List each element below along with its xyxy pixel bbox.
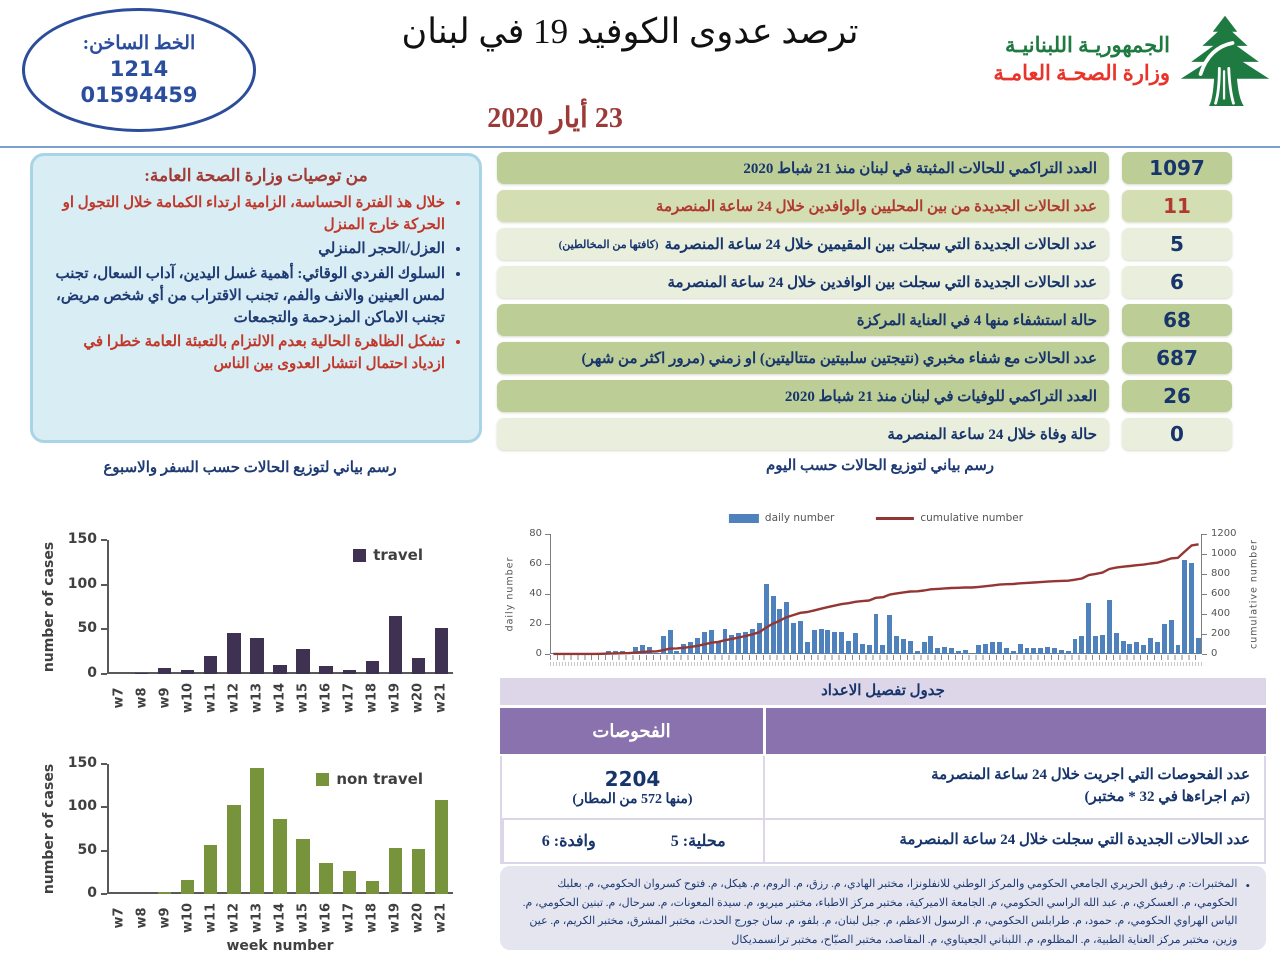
- y-tick: [101, 893, 107, 895]
- stat-label: عدد الحالات الجديدة التي سجلت بين الوافدين خلال 24 ساعة المنصرمة: [497, 266, 1109, 298]
- labs-footnote-text: المختبرات: م. رفيق الحريري الجامعي الحكومي والمركز الوطني للانفلونزا، مختبر الهادي، م. رزق، م. الروم، م. هيكل، م. فتوح كسروان الحكومي، م. بعلبك الحكومي، م. العسكري، م. عبد الله الراسي الحكومي، م. الجامعة الاميركية، مختبر مركز الاطباء، مختبر ميريو، م. سيدة المعونات، م. سرحال، م. تبنين الحكومي، م. الياس الهراوي الحكومي، م. حمود، م. طرابلس الحكومي، م. الرسول الاعظم، م. جبل لبنان، م. بلفو، م. سان جورج الحدث، مختبر المشرق، مختبر الكريم، م. عين وزين، مختبر مركز العناية الطبية، م. المظلوم، م. اللبناني الجعيتاوي، م. المقاصد، مختبر الصبّاح، مختبر ترانسمديكال: [522, 878, 1238, 947]
- bar: [412, 849, 425, 894]
- new-cases-value-cell: [502, 820, 765, 862]
- y-tick: [101, 763, 107, 765]
- cumulative-line: [550, 534, 1202, 654]
- local-cases-value: محلية: 5: [670, 833, 726, 850]
- bar: [158, 892, 171, 894]
- bar: [319, 666, 332, 674]
- header-divider: [0, 146, 1280, 148]
- stat-label-text: عدد الحالات الجديدة التي سجلت بين المقيمين خلال 24 ساعة المنصرمة: [664, 236, 1097, 253]
- x-tick-label: w18: [364, 902, 380, 934]
- y-tick-label: 0: [87, 665, 97, 681]
- x-tick-label: w8: [134, 687, 150, 709]
- bar: [273, 665, 286, 674]
- x-tick-label: w16: [318, 682, 334, 714]
- bar: [389, 616, 402, 674]
- stat-label: [497, 228, 1109, 260]
- bar: [366, 661, 379, 674]
- y-tick-label-right: 800: [1211, 568, 1231, 579]
- stat-value: 0: [1122, 418, 1232, 450]
- stat-value: 26: [1122, 380, 1232, 412]
- bar: [181, 880, 194, 894]
- new-cases-label-cell: عدد الحالات الجديدة التي سجلت خلال 24 ساعة المنصرمة: [899, 832, 1250, 849]
- y-tick-label: 100: [67, 798, 97, 815]
- table-row: [497, 190, 1232, 222]
- y-tick-label-right: 400: [1211, 608, 1231, 619]
- table-row: [502, 820, 1264, 862]
- recommendations-list: [45, 192, 467, 376]
- y-tick-label: 100: [67, 575, 97, 592]
- ministry-logo: [993, 12, 1272, 106]
- x-tick-label: w7: [111, 907, 127, 929]
- table-row: [497, 152, 1232, 184]
- tests-label: عدد الفحوصات التي اجريت خلال 24 ساعة المنصرمة: [931, 767, 1250, 784]
- stat-label: حالة استشفاء منها 4 في العناية المركزة: [497, 304, 1109, 336]
- legend-swatch: [316, 773, 329, 786]
- y-tick-label-left: 20: [529, 618, 542, 629]
- table-row: [497, 304, 1232, 336]
- bar: [343, 871, 356, 894]
- y-tick: [1202, 534, 1207, 535]
- x-tick-labels-illegible: [550, 662, 1202, 666]
- bar: [250, 638, 263, 674]
- bar: [181, 670, 194, 674]
- cedar-tree-icon: [1178, 12, 1272, 106]
- x-tick-label: w9: [157, 687, 173, 709]
- legend: [353, 546, 423, 564]
- labs-footnote: [500, 866, 1266, 950]
- x-tick-label: w13: [249, 682, 265, 714]
- y-tick-label-right: 600: [1211, 588, 1231, 599]
- stat-value: 1097: [1122, 152, 1232, 184]
- daily-cumulative-chart: [500, 510, 1266, 674]
- y-tick-label-right: 200: [1211, 628, 1231, 639]
- details-table-title: جدول تفصيل الاعداد: [500, 678, 1266, 705]
- legend: [316, 770, 423, 788]
- y-tick: [101, 584, 107, 586]
- stat-label: العدد التراكمي للحالات المثبتة في لبنان منذ 21 شباط 2020: [497, 152, 1109, 184]
- hotline-badge: [22, 8, 256, 132]
- table-row: [502, 756, 1264, 820]
- tests-label-note: (تم اجراءها في 32 * مختبر): [1084, 789, 1250, 805]
- y-tick: [101, 539, 107, 541]
- details-table: [500, 678, 1266, 864]
- daily-chart-title: رسم بياني لتوزيع الحالات حسب اليوم: [765, 458, 995, 474]
- legend-swatch-line: [876, 517, 914, 520]
- stat-label: عدد الحالات مع شفاء مخبري (نتيجتين سلبيتين متتاليتين) او زمني (مرور اكثر من شهر): [497, 342, 1109, 374]
- recommendation-item: • العزل/الحجر المنزلي: [49, 238, 445, 260]
- y-tick: [1202, 574, 1207, 575]
- legend-swatch: [353, 549, 366, 562]
- stat-value: 687: [1122, 342, 1232, 374]
- x-tick-label: w15: [295, 902, 311, 934]
- x-tick-label: w9: [157, 907, 173, 929]
- x-tick-label: w10: [180, 902, 196, 934]
- x-tick-label: w16: [318, 902, 334, 934]
- hotline-full-number: 01594459: [80, 82, 198, 107]
- hotline-short-number: 1214: [109, 56, 169, 81]
- legend: [729, 512, 1023, 524]
- y-tick: [101, 673, 107, 675]
- stat-label-note: (كافتها من المخالطين): [558, 238, 659, 251]
- x-tick-label: w20: [410, 682, 426, 714]
- bar: [412, 658, 425, 674]
- y-tick: [101, 850, 107, 852]
- x-tick-label: w17: [341, 902, 357, 934]
- legend-swatch-bar: [729, 514, 759, 523]
- bullet-icon: •: [1245, 878, 1250, 893]
- ministry-name: وزارة الصحـة العامـة: [993, 61, 1170, 85]
- y-tick-label: 0: [87, 885, 97, 901]
- bar: [250, 768, 263, 894]
- non-travel-by-week-chart: [33, 740, 461, 958]
- legend-item-cumulative: [876, 512, 1023, 524]
- details-header-spacer: [766, 708, 1266, 754]
- y-tick-label-right: 1200: [1211, 528, 1237, 539]
- table-row: [497, 342, 1232, 374]
- travel-by-week-chart: [33, 516, 461, 722]
- bar: [273, 819, 286, 894]
- recommendation-item: • خلال هذ الفترة الحساسة، الزامية ارتداء الكمامة خلال التجول او الحركة خارج المنزل: [49, 192, 445, 236]
- bar: [204, 656, 217, 674]
- x-tick-label: w13: [249, 902, 265, 934]
- stat-value: 68: [1122, 304, 1232, 336]
- x-tick-label: w11: [203, 902, 219, 934]
- x-tick-label: w19: [387, 682, 403, 714]
- y-tick: [101, 806, 107, 808]
- y-tick: [1202, 634, 1207, 635]
- bar: [343, 670, 356, 674]
- x-tick-label: w21: [433, 682, 449, 714]
- y-tick-label: 150: [67, 531, 97, 547]
- page-title: ترصد عدوى الكوفيد 19 في لبنان: [401, 12, 859, 51]
- y-axis-title-right: cumulative number: [1248, 539, 1260, 649]
- legend-label: daily number: [764, 512, 835, 524]
- recommendations-title: من توصيات وزارة الصحة العامة:: [144, 166, 368, 185]
- stats-table: [497, 152, 1232, 450]
- legend-label: cumulative number: [920, 512, 1024, 524]
- bar: [227, 805, 240, 894]
- x-tick-label: w12: [226, 902, 242, 934]
- stat-value: 6: [1122, 266, 1232, 298]
- table-row: [497, 228, 1232, 260]
- recommendation-item: • السلوك الفردي الوقائي: أهمية غسل اليدين، آداب السعال، تجنب لمس العينين والانف والفم، تجنب الاقتراب من أي شخص مريض، تجنب الاماكن المزدحمة والتجمعات: [49, 263, 445, 330]
- arrival-cases-value: وافدة: 6: [502, 820, 634, 862]
- table-row: [497, 418, 1232, 450]
- y-tick-label: 50: [77, 620, 97, 637]
- stat-value: 5: [1122, 228, 1232, 260]
- legend-item-daily: [729, 512, 834, 524]
- stat-label: عدد الحالات الجديدة من بين المحليين والوافدين خلال 24 ساعة المنصرمة: [497, 190, 1109, 222]
- bar: [296, 649, 309, 674]
- y-tick-label-left: 0: [535, 648, 542, 659]
- x-tick-label: w7: [111, 687, 127, 709]
- table-row: [497, 380, 1232, 412]
- table-row: [497, 266, 1232, 298]
- y-tick-label-left: 80: [529, 528, 542, 539]
- stat-label: حالة وفاة خلال 24 ساعة المنصرمة: [497, 418, 1109, 450]
- legend-label: non travel: [336, 770, 423, 788]
- x-tick-label: w18: [364, 682, 380, 714]
- y-axis-title: number of cases: [41, 541, 57, 673]
- y-tick: [101, 628, 107, 630]
- x-tick-label: w15: [295, 682, 311, 714]
- x-tick-label: w20: [410, 902, 426, 934]
- bar: [435, 628, 448, 674]
- republic-name: الجمهوريـة اللبنانيـة: [1005, 32, 1170, 57]
- y-tick: [1202, 654, 1207, 655]
- details-table-header: [500, 708, 1266, 754]
- tests-count: 2204: [604, 766, 661, 791]
- bar: [435, 800, 448, 894]
- y-tick-label: 150: [67, 755, 97, 771]
- y-tick-label-left: 60: [529, 558, 542, 569]
- weekly-chart-title: رسم بياني لتوزيع الحالات حسب السفر والاسبوع: [103, 460, 397, 476]
- hotline-label: الخط الساخن:: [82, 32, 196, 54]
- bar: [204, 845, 217, 894]
- details-table-body: [500, 756, 1266, 864]
- y-axis-title: number of cases: [41, 763, 57, 895]
- x-tick-label: w8: [134, 907, 150, 929]
- bar: [296, 839, 309, 894]
- x-tick-label: w10: [180, 682, 196, 714]
- x-axis-title: week number: [226, 938, 334, 954]
- tests-column-header: الفحوصات: [500, 708, 763, 754]
- ministry-logo-text: [993, 31, 1170, 88]
- tests-value-cell: [502, 756, 765, 818]
- y-axis-title-left: daily number: [504, 556, 516, 632]
- report-date: 23 أيار 2020: [487, 103, 623, 134]
- bar: [227, 633, 240, 674]
- tests-label-cell: [765, 756, 1264, 818]
- recommendations-box: [30, 153, 482, 443]
- stat-label: العدد التراكمي للوفيات في لبنان منذ 21 شباط 2020: [497, 380, 1109, 412]
- bar: [366, 881, 379, 894]
- x-tick-label: w17: [341, 682, 357, 714]
- tests-count-note: (منها 572 من المطار): [572, 791, 693, 807]
- y-tick-label-left: 40: [529, 588, 542, 599]
- y-tick-label-right: 1000: [1211, 548, 1237, 559]
- bar: [158, 668, 171, 674]
- x-tick-label: w14: [272, 902, 288, 934]
- x-ticks: [550, 655, 1202, 660]
- y-tick: [1202, 614, 1207, 615]
- y-tick-label-right: 0: [1211, 648, 1218, 659]
- legend-label: travel: [373, 546, 423, 564]
- x-tick-label: w21: [433, 902, 449, 934]
- bar: [389, 848, 402, 894]
- x-tick-label: w12: [226, 682, 242, 714]
- y-tick: [1202, 554, 1207, 555]
- recommendation-item: • تشكل الظاهرة الحالية بعدم الالتزام بالتعبئة العامة خطرا في ازدياد احتمال انتشار العدوى بين الناس: [49, 331, 445, 375]
- bar: [135, 673, 148, 674]
- bar: [319, 863, 332, 894]
- x-tick-label: w11: [203, 682, 219, 714]
- x-tick-label: w19: [387, 902, 403, 934]
- y-tick-label: 50: [77, 841, 97, 858]
- x-tick-label: w14: [272, 682, 288, 714]
- stat-value: 11: [1122, 190, 1232, 222]
- y-tick: [1202, 594, 1207, 595]
